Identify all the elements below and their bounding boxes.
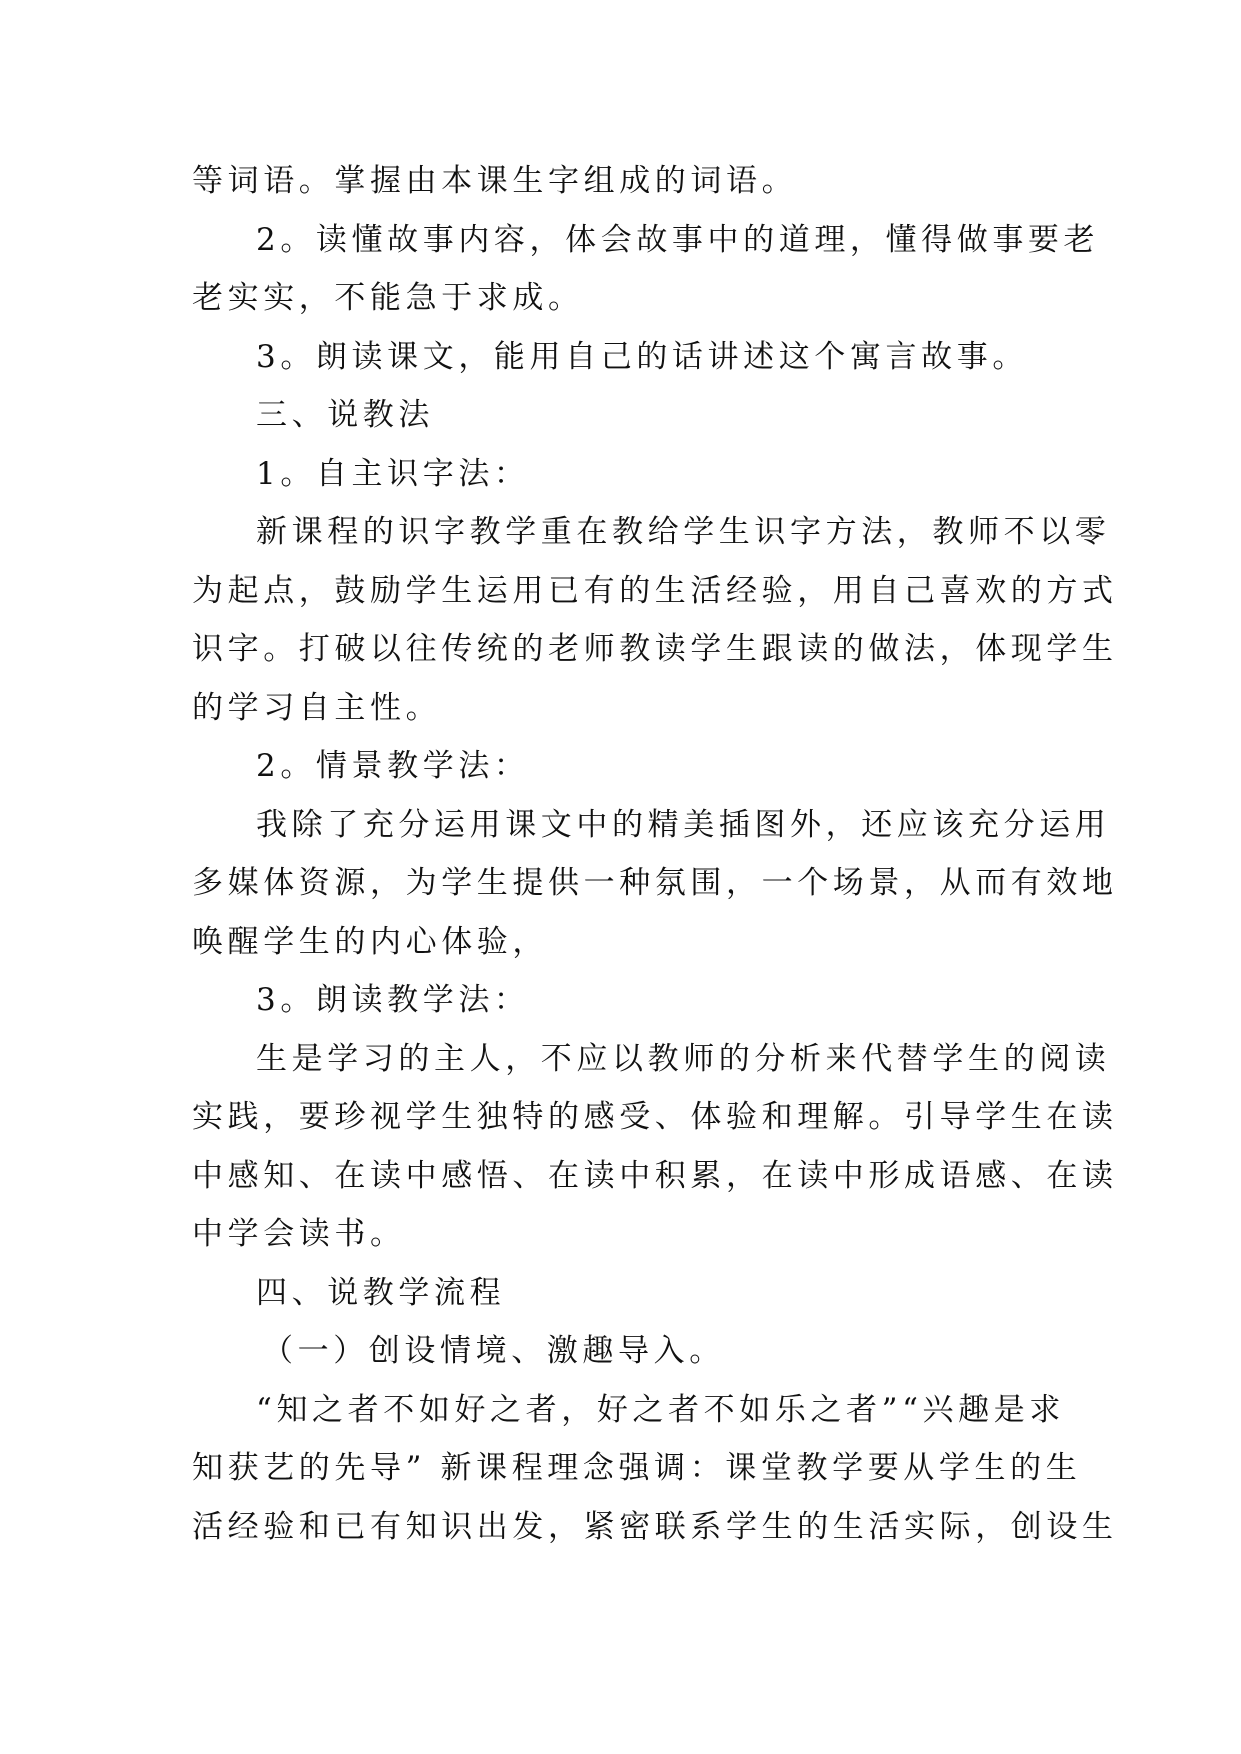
text-line: 等词语。掌握由本课生字组成的词语。 [192,163,798,199]
subsection-heading: 2。情景教学法： [256,748,530,784]
text-line: 为起点，鼓励学生运用已有的生活经验，用自己喜欢的方式 [192,572,1118,609]
text-line: 唤醒学生的内心体验， [192,923,548,960]
subsection-heading: 1。自主识字法： [256,455,530,492]
subsection-heading: （一）创设情境、激趣导入。 [262,1333,725,1369]
text-line: 的学习自主性。 [192,689,442,726]
text-line: 中学会读书。 [192,1216,406,1252]
text-line: 老实实，不能急于求成。 [192,280,584,316]
text-line: 实践，要珍视学生独特的感受、体验和理解。引导学生在读 [192,1099,1118,1135]
text-line: 2。读懂故事内容，体会故事中的道理，懂得做事要老 [256,221,1100,258]
text-line: 知获艺的先导” 新课程理念强调：课堂教学要从学生的生 [192,1450,1082,1486]
text-line: “知之者不如好之者，好之者不如乐之者”“兴趣是求 [256,1391,1065,1428]
subsection-heading: 3。朗读教学法： [256,982,530,1018]
text-line: 我除了充分运用课文中的精美插图外，还应该充分运用 [256,806,1111,843]
text-line: 识字。打破以往传统的老师教读学生跟读的做法，体现学生 [192,631,1118,667]
section-heading: 三、说教法 [256,397,434,433]
text-line: 生是学习的主人，不应以教师的分析来代替学生的阅读 [256,1040,1111,1077]
text-line: 新课程的识字教学重在教给学生识字方法，教师不以零 [256,514,1111,550]
text-line: 活经验和已有知识出发，紧密联系学生的生活实际，创设生 [192,1508,1118,1545]
text-line: 中感知、在读中感悟、在读中积累，在读中形成语感、在读 [192,1157,1118,1194]
document-body [192,152,1118,1556]
section-heading: 四、说教学流程 [256,1274,506,1311]
text-line: 多媒体资源，为学生提供一种氛围，一个场景，从而有效地 [192,865,1118,901]
text-line: 3。朗读课文，能用自己的话讲述这个寓言故事。 [256,338,1028,375]
